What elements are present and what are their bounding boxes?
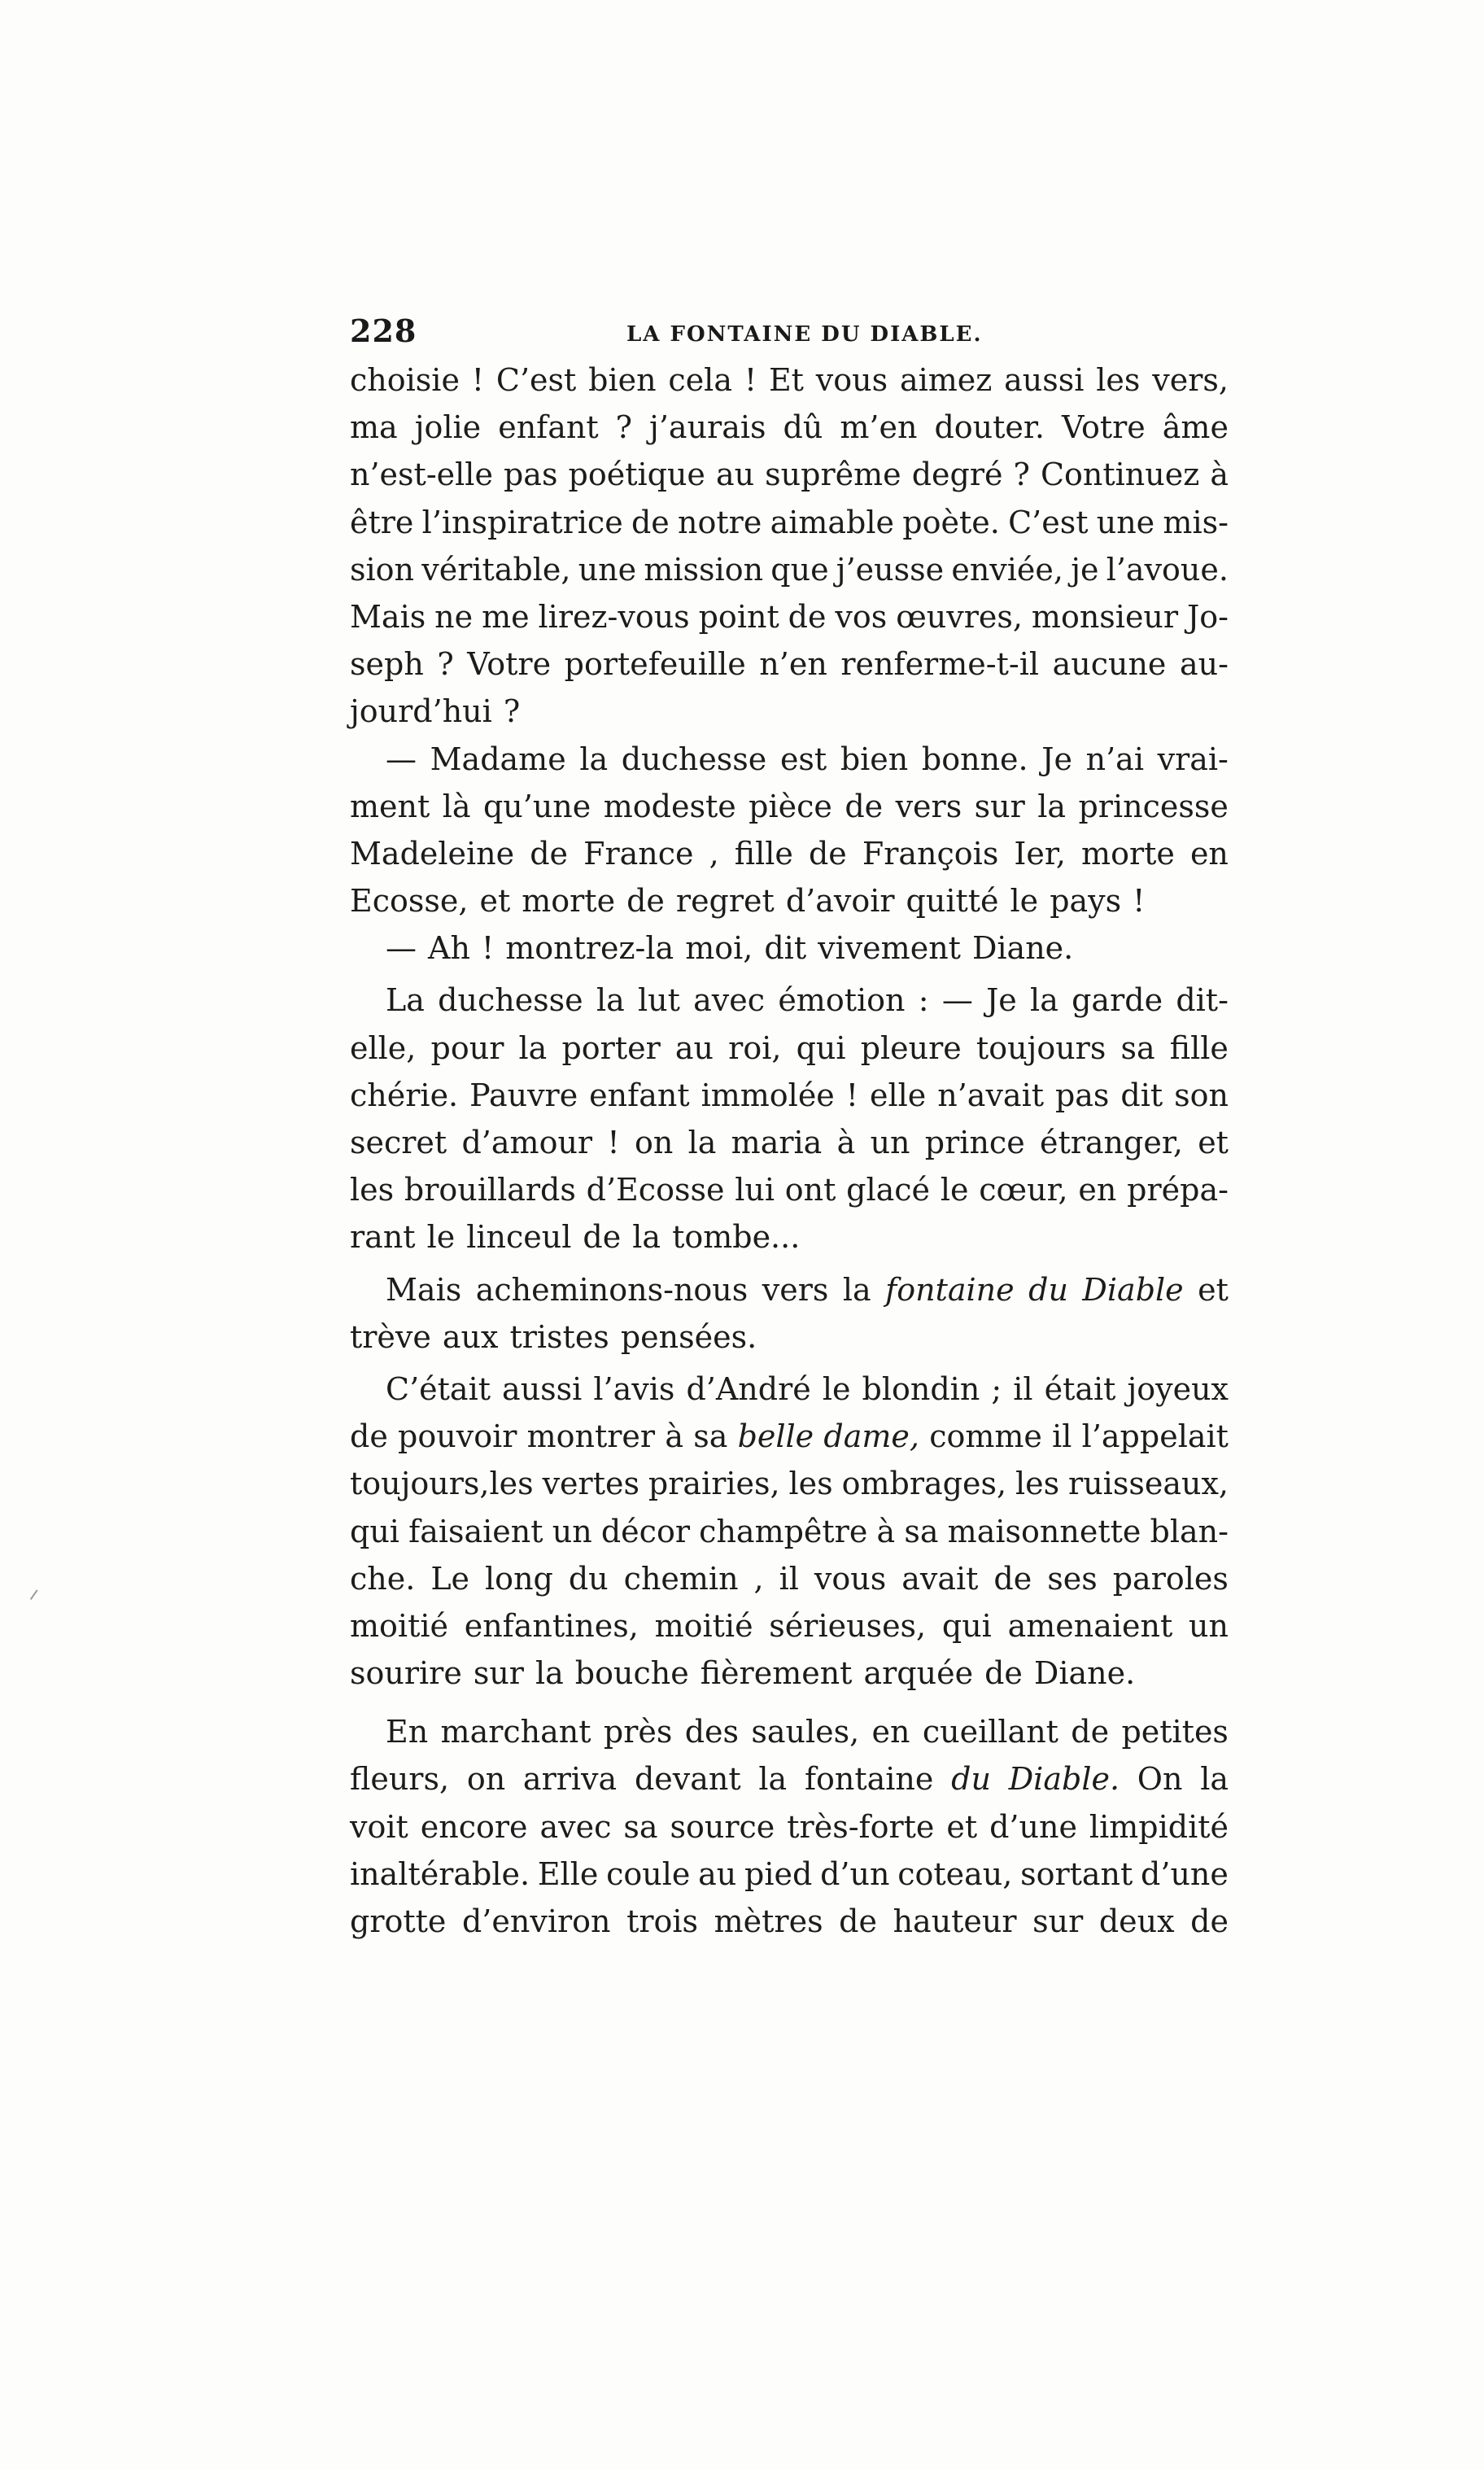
text-line: che. Le long du chemin , il vous avait de ses paroles: [350, 1560, 1229, 1597]
text-line: choisie ! C’est bien cela ! Et vous aimez aussi les vers,: [350, 362, 1229, 398]
body-text: [350, 356, 1229, 1945]
text-line: La duchesse la lut avec émotion : — Je la garde dit-: [386, 982, 1229, 1019]
text-line: jourd’hui ?: [350, 693, 521, 730]
text-line: trève aux tristes pensées.: [350, 1318, 757, 1355]
text-line: seph ? Votre portefeuille n’en renferme-t-il aucune au-: [350, 646, 1229, 683]
text-line: de pouvoir montrer à sa belle dame, comme il l’appelait: [350, 1418, 1229, 1455]
page-number: 228: [350, 312, 417, 349]
paper-speck: [30, 1589, 43, 1603]
text-line: rant le linceul de la tombe...: [350, 1219, 801, 1256]
text-line: sourire sur la bouche fièrement arquée de Diane.: [350, 1655, 1136, 1692]
text-line: Mais acheminons-nous vers la fontaine du Diable et: [386, 1271, 1229, 1308]
text-line: moitié enfantines, moitié sérieuses, qui amenaient un: [350, 1607, 1229, 1644]
text-line: secret d’amour ! on la maria à un prince étranger, et: [350, 1125, 1229, 1160]
running-title: LA FONTAINE DU DIABLE.: [626, 322, 983, 347]
text-line: grotte d’environ trois mètres de hauteur sur deux de: [350, 1903, 1229, 1939]
text-line: n’est-elle pas poétique au suprême degré ? Continuez à: [350, 457, 1229, 493]
text-line: chérie. Pauvre enfant immolée ! elle n’avait pas dit son: [350, 1077, 1229, 1113]
text-line: toujours,les vertes prairies, les ombrages, les ruisseaux,: [350, 1466, 1229, 1502]
text-line: ment là qu’une modeste pièce de vers sur la princesse: [350, 788, 1229, 824]
text-line: qui faisaient un décor champêtre à sa maisonnette blan-: [350, 1513, 1229, 1549]
text-line: Mais ne me lirez-vous point de vos œuvres, monsieur Jo-: [350, 598, 1229, 635]
page-header: [350, 312, 1229, 353]
text-line: sion véritable, une mission que j’eusse enviée, je l’avoue.: [350, 551, 1229, 588]
text-line: C’était aussi l’avis d’André le blondin ; il était joyeux: [386, 1370, 1229, 1407]
text-line: — Ah ! montrez-la moi, dit vivement Diane.: [386, 930, 1074, 967]
text-line: elle, pour la porter au roi, qui pleure toujours sa fille: [350, 1029, 1229, 1066]
text-line: les brouillards d’Ecosse lui ont glacé le cœur, en prépa-: [350, 1172, 1229, 1208]
text-line: fleurs, on arriva devant la fontaine du Diable. On la: [350, 1761, 1229, 1798]
text-line: être l’inspiratrice de notre aimable poète. C’est une mis-: [350, 504, 1229, 540]
text-line: inaltérable. Elle coule au pied d’un coteau, sortant d’une: [350, 1855, 1229, 1892]
text-line: ma jolie enfant ? j’aurais dû m’en douter. Votre âme: [350, 409, 1229, 446]
text-line: voit encore avec sa source très-forte et d’une limpidité: [350, 1808, 1229, 1845]
text-line: En marchant près des saules, en cueillant de petites: [386, 1714, 1229, 1750]
text-line: — Madame la duchesse est bien bonne. Je n’ai vrai-: [386, 741, 1229, 777]
text-line: Ecosse, et morte de regret d’avoir quitté le pays !: [350, 883, 1146, 920]
text-line: Madeleine de France , fille de François Ier, morte en: [350, 835, 1229, 872]
